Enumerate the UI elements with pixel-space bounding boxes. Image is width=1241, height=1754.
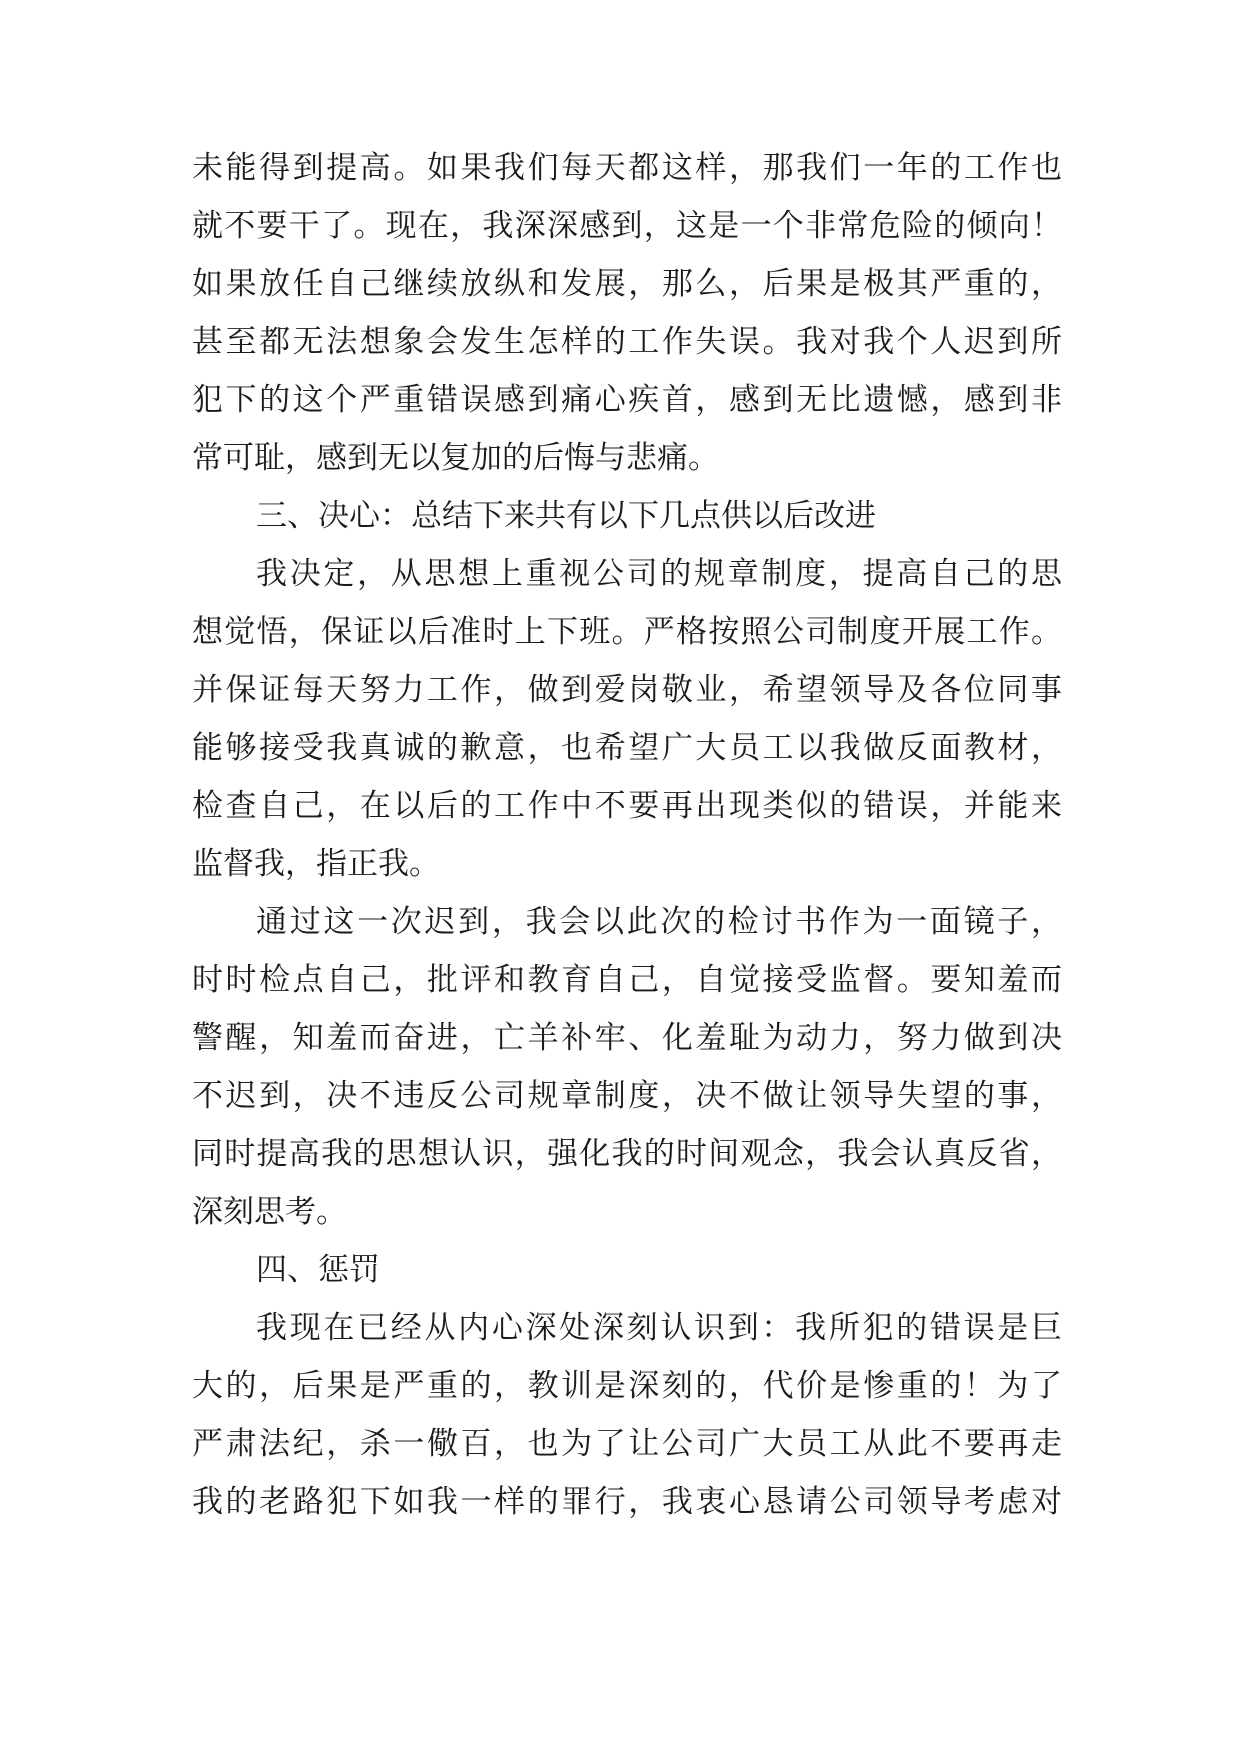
text-line: 严肃法纪，杀一儆百，也为了让公司广大员工从此不要再走 xyxy=(192,1426,1062,1462)
text-line: 并保证每天努力工作，做到爱岗敬业，希望领导及各位同事 xyxy=(192,672,1062,708)
text-line: 常可耻，感到无以复加的后悔与悲痛。 xyxy=(192,440,719,476)
text-line: 时时检点自己，批评和教育自己，自觉接受监督。要知羞而 xyxy=(192,962,1062,998)
text-line: 检查自己，在以后的工作中不要再出现类似的错误，并能来 xyxy=(192,788,1062,824)
text-line: 甚至都无法想象会发生怎样的工作失误。我对我个人迟到所 xyxy=(192,324,1062,360)
text-line: 想觉悟，保证以后准时上下班。严格按照公司制度开展工作。 xyxy=(192,614,1062,650)
section-heading: 三、决心：总结下来共有以下几点供以后改进 xyxy=(256,498,876,534)
text-line: 我现在已经从内心深处深刻认识到：我所犯的错误是巨 xyxy=(256,1310,1062,1346)
text-line: 就不要干了。现在，我深深感到，这是一个非常危险的倾向！ xyxy=(192,208,1062,244)
text-line: 警醒，知羞而奋进，亡羊补牢、化羞耻为动力，努力做到决 xyxy=(192,1020,1062,1056)
text-line: 通过这一次迟到，我会以此次的检讨书作为一面镜子， xyxy=(256,904,1062,940)
section-heading: 四、惩罚 xyxy=(256,1252,380,1288)
text-line: 能够接受我真诚的歉意，也希望广大员工以我做反面教材， xyxy=(192,730,1062,766)
text-line: 不迟到，决不违反公司规章制度，决不做让领导失望的事， xyxy=(192,1078,1062,1114)
text-line: 深刻思考。 xyxy=(192,1194,347,1230)
text-line: 如果放任自己继续放纵和发展，那么，后果是极其严重的， xyxy=(192,266,1062,302)
text-line: 犯下的这个严重错误感到痛心疾首，感到无比遗憾，感到非 xyxy=(192,382,1062,418)
text-line: 我的老路犯下如我一样的罪行，我衷心恳请公司领导考虑对 xyxy=(192,1484,1062,1520)
text-line: 我决定，从思想上重视公司的规章制度，提高自己的思 xyxy=(256,556,1062,592)
text-line: 未能得到提高。如果我们每天都这样，那我们一年的工作也 xyxy=(192,150,1062,186)
text-line: 同时提高我的思想认识，强化我的时间观念，我会认真反省， xyxy=(192,1136,1062,1172)
text-line: 监督我，指正我。 xyxy=(192,846,440,882)
text-line: 大的，后果是严重的，教训是深刻的，代价是惨重的！为了 xyxy=(192,1368,1062,1404)
